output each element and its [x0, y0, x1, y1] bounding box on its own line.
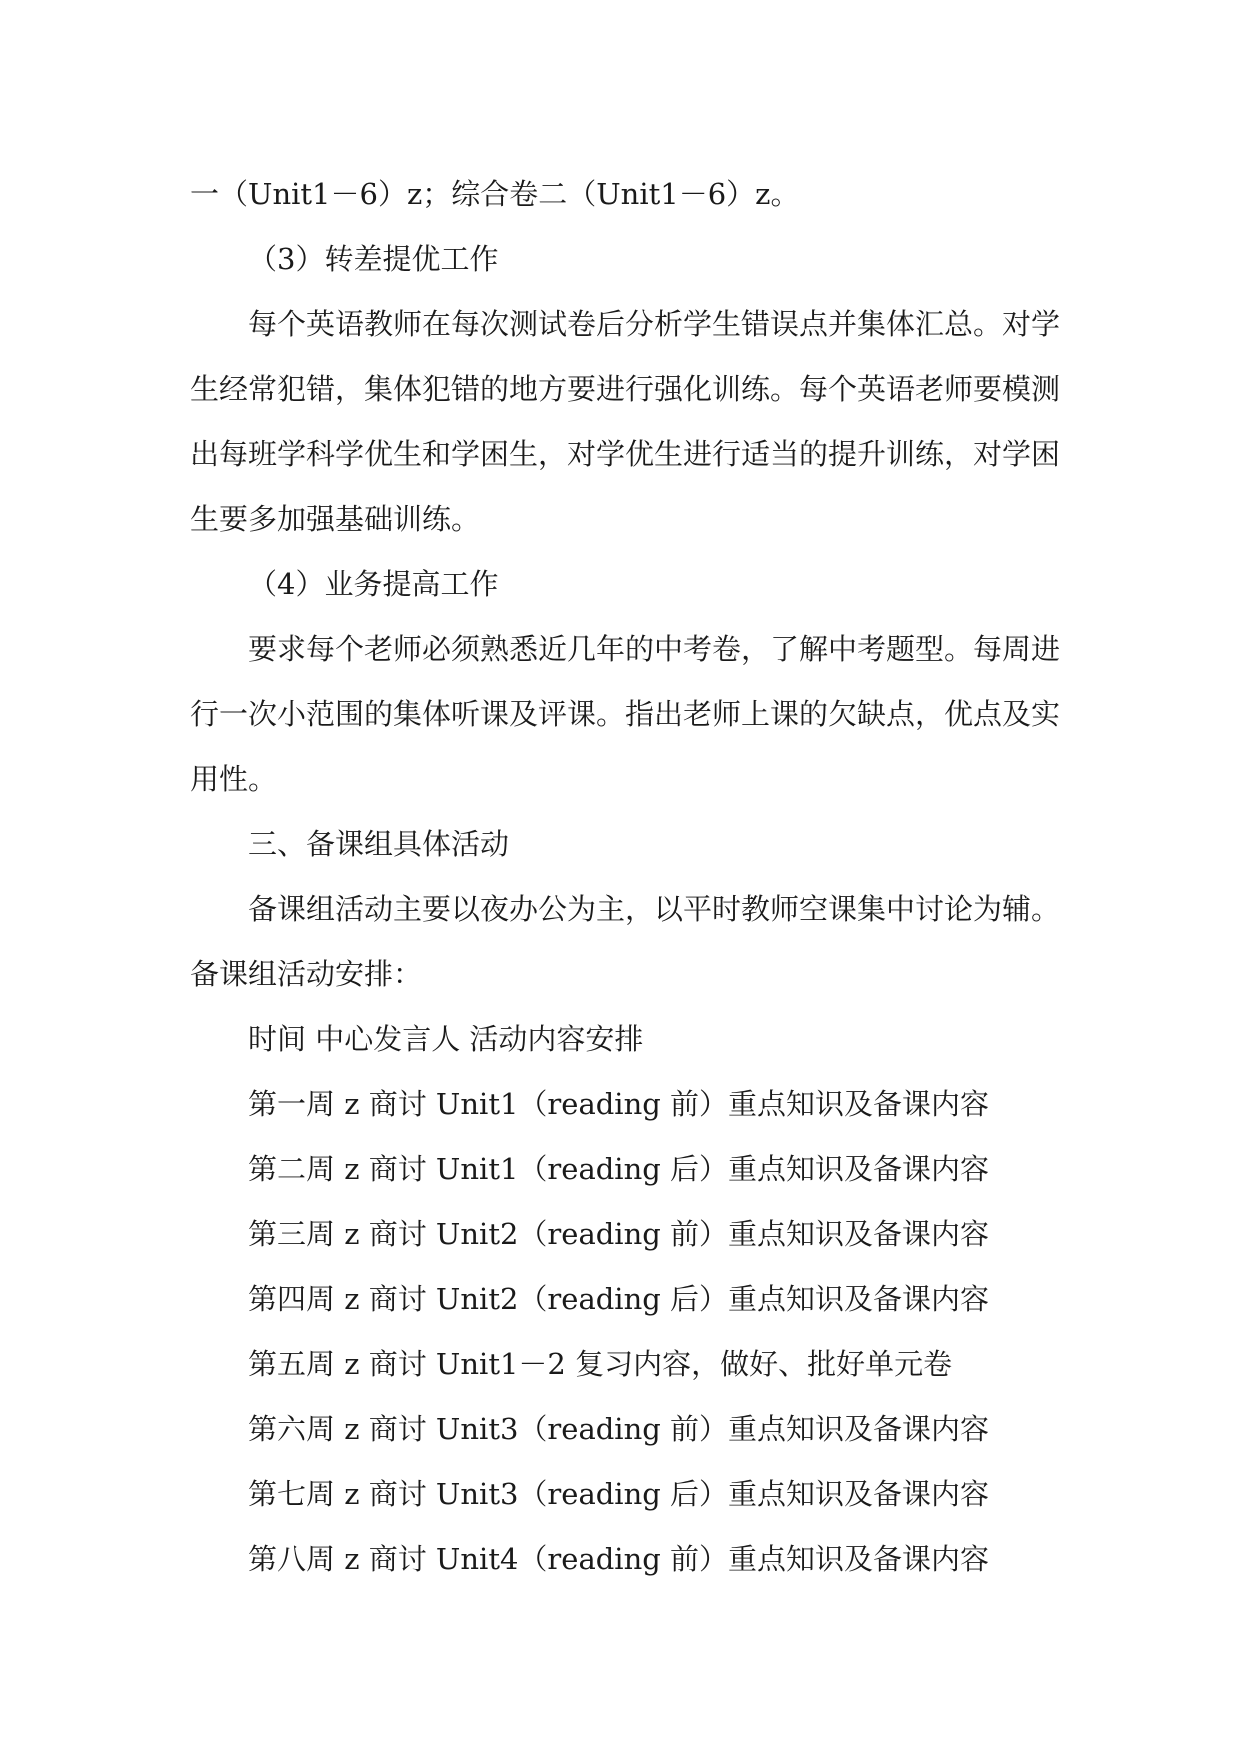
schedule-row: 第二周 z 商讨 Unit1（reading 后）重点知识及备课内容 [248, 1152, 990, 1186]
paragraph-line: 生经常犯错，集体犯错的地方要进行强化训练。每个英语老师要模测 [190, 372, 1061, 406]
schedule-row: 第四周 z 商讨 Unit2（reading 后）重点知识及备课内容 [248, 1282, 990, 1316]
section-heading: （3）转差提优工作 [248, 242, 499, 276]
schedule-row: 第五周 z 商讨 Unit1－2 复习内容，做好、批好单元卷 [248, 1347, 953, 1381]
section-heading: （4）业务提高工作 [248, 567, 499, 601]
paragraph-line: 出每班学科学优生和学困生，对学优生进行适当的提升训练，对学困 [190, 437, 1061, 471]
schedule-row: 第八周 z 商讨 Unit4（reading 前）重点知识及备课内容 [248, 1542, 990, 1576]
schedule-row: 第三周 z 商讨 Unit2（reading 前）重点知识及备课内容 [248, 1217, 990, 1251]
document-body [190, 162, 1070, 1592]
schedule-row: 第六周 z 商讨 Unit3（reading 前）重点知识及备课内容 [248, 1412, 990, 1446]
paragraph-line: 每个英语教师在每次测试卷后分析学生错误点并集体汇总。对学 [248, 307, 1061, 341]
schedule-row: 第七周 z 商讨 Unit3（reading 后）重点知识及备课内容 [248, 1477, 990, 1511]
paragraph-line: 备课组活动安排： [190, 957, 423, 991]
paragraph-line: 生要多加强基础训练。 [190, 502, 481, 536]
paragraph-line: 行一次小范围的集体听课及评课。指出老师上课的欠缺点，优点及实 [190, 697, 1061, 731]
paragraph-line: 用性。 [190, 762, 278, 796]
schedule-row: 第一周 z 商讨 Unit1（reading 前）重点知识及备课内容 [248, 1087, 990, 1121]
paragraph-line: 备课组活动主要以夜办公为主，以平时教师空课集中讨论为辅。 [248, 892, 1061, 926]
section-heading: 三、备课组具体活动 [248, 827, 510, 861]
schedule-header: 时间 中心发言人 活动内容安排 [248, 1022, 644, 1056]
text-line: 一（Unit1－6）z；综合卷二（Unit1－6）z。 [190, 177, 800, 211]
paragraph-line: 要求每个老师必须熟悉近几年的中考卷，了解中考题型。每周进 [248, 632, 1061, 666]
